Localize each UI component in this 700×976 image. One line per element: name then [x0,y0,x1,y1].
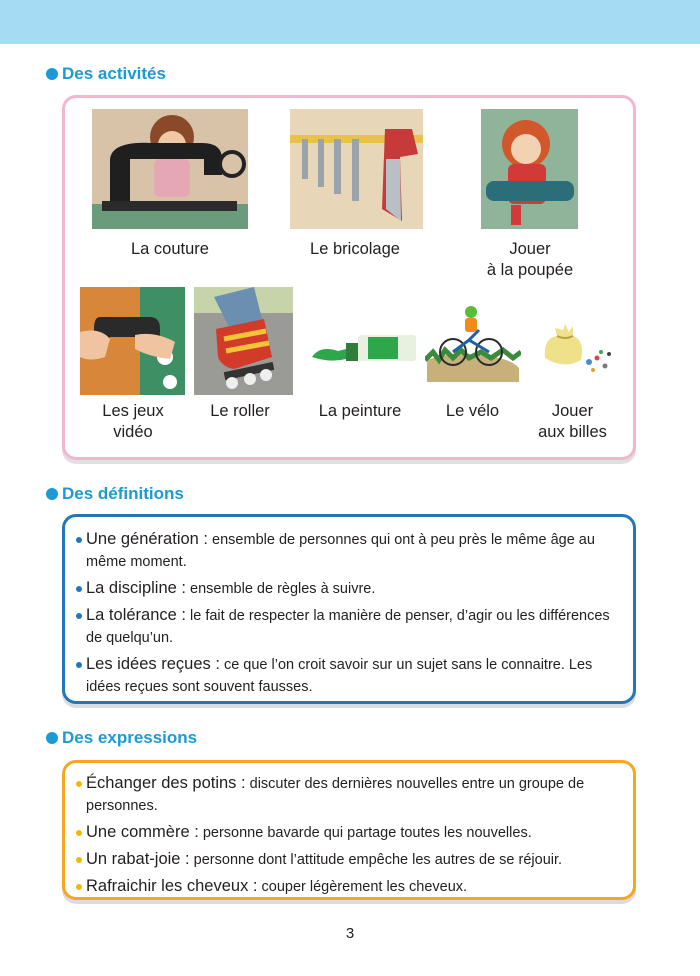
expressions-title: Des expressions [62,728,198,747]
sewing-machine-picture [92,109,248,229]
expression-term: Échanger des potins : [86,774,246,792]
heading-bullet-icon [46,68,58,80]
expression-term: Un rabat-joie : [86,850,190,868]
caption-billes-line2: aux billes [538,423,607,441]
caption-poupee-line2: à la poupée [486,261,574,279]
definition-term: Une génération : [86,530,209,548]
expression-term: Une commère : [86,823,199,841]
caption-roller: Le roller [210,402,270,420]
activities-heading [46,64,166,84]
caption-poupee [455,239,605,281]
heading-bullet-icon [46,732,58,744]
bullet-icon [76,586,82,592]
caption-jeux-video [82,401,184,443]
bicycle-picture [425,300,521,382]
list-item [76,604,628,649]
definition-text: ensemble de personnes qui ont à peu près le même âge au même moment. [86,532,595,570]
caption-billes-line1: Jouer [551,402,594,420]
list-item [76,848,628,871]
heading-bullet-icon [46,488,58,500]
definition-text: ce que l’on croit savoir sur un sujet sans le connaitre. Les idées reçues sont souvent fausses. [86,657,593,695]
definitions-title: Des définitions [62,484,184,503]
doll-picture [481,109,578,229]
caption-jeux-video-line2: vidéo [113,423,153,441]
expression-text: personne dont l’attitude empêche les autres de se réjouir. [189,852,563,868]
bullet-icon [76,662,82,668]
roller-skate-picture [194,287,293,395]
caption-billes [520,401,625,443]
list-item [76,821,628,844]
definition-term: La discipline : [86,579,186,597]
definitions-heading [46,484,184,504]
definition-text: le fait de respecter la manière de penser, d’agir ou les différences de quelqu’un. [86,608,610,646]
expression-term: Rafraichir les cheveux : [86,877,258,895]
expression-text: personne bavarde qui partage toutes les nouvelles. [198,825,532,841]
list-item [76,577,628,600]
page-number: 3 [345,925,355,942]
game-controller-picture [80,287,185,395]
top-banner [0,0,700,44]
bullet-icon [76,830,82,836]
bullet-icon [76,537,82,543]
bullet-icon [76,613,82,619]
caption-poupee-line1: Jouer [509,240,551,258]
definitions-list [76,528,628,702]
definition-term: Les idées reçues : [86,655,220,673]
activities-title: Des activités [62,64,166,83]
expression-text: couper légèrement les cheveux. [257,879,468,895]
caption-jeux-video-line1: Les jeux [102,402,164,420]
list-item [76,875,628,898]
caption-peinture: La peinture [318,402,402,420]
bullet-icon [76,884,82,890]
paint-tube-picture [310,325,420,365]
list-item [76,653,628,698]
marbles-picture [535,318,615,378]
definition-text: ensemble de règles à suivre. [185,581,376,597]
caption-bricolage: Le bricolage [310,240,400,258]
caption-couture: La couture [131,240,209,258]
list-item [76,772,628,817]
list-item [76,528,628,573]
expressions-list [76,772,628,902]
tools-picture [290,109,423,229]
expressions-heading [46,728,197,748]
caption-velo: Le vélo [445,402,500,420]
definition-term: La tolérance : [86,606,186,624]
bullet-icon [76,781,82,787]
expression-text: discuter des dernières nouvelles entre un groupe de personnes. [86,776,585,814]
bullet-icon [76,857,82,863]
